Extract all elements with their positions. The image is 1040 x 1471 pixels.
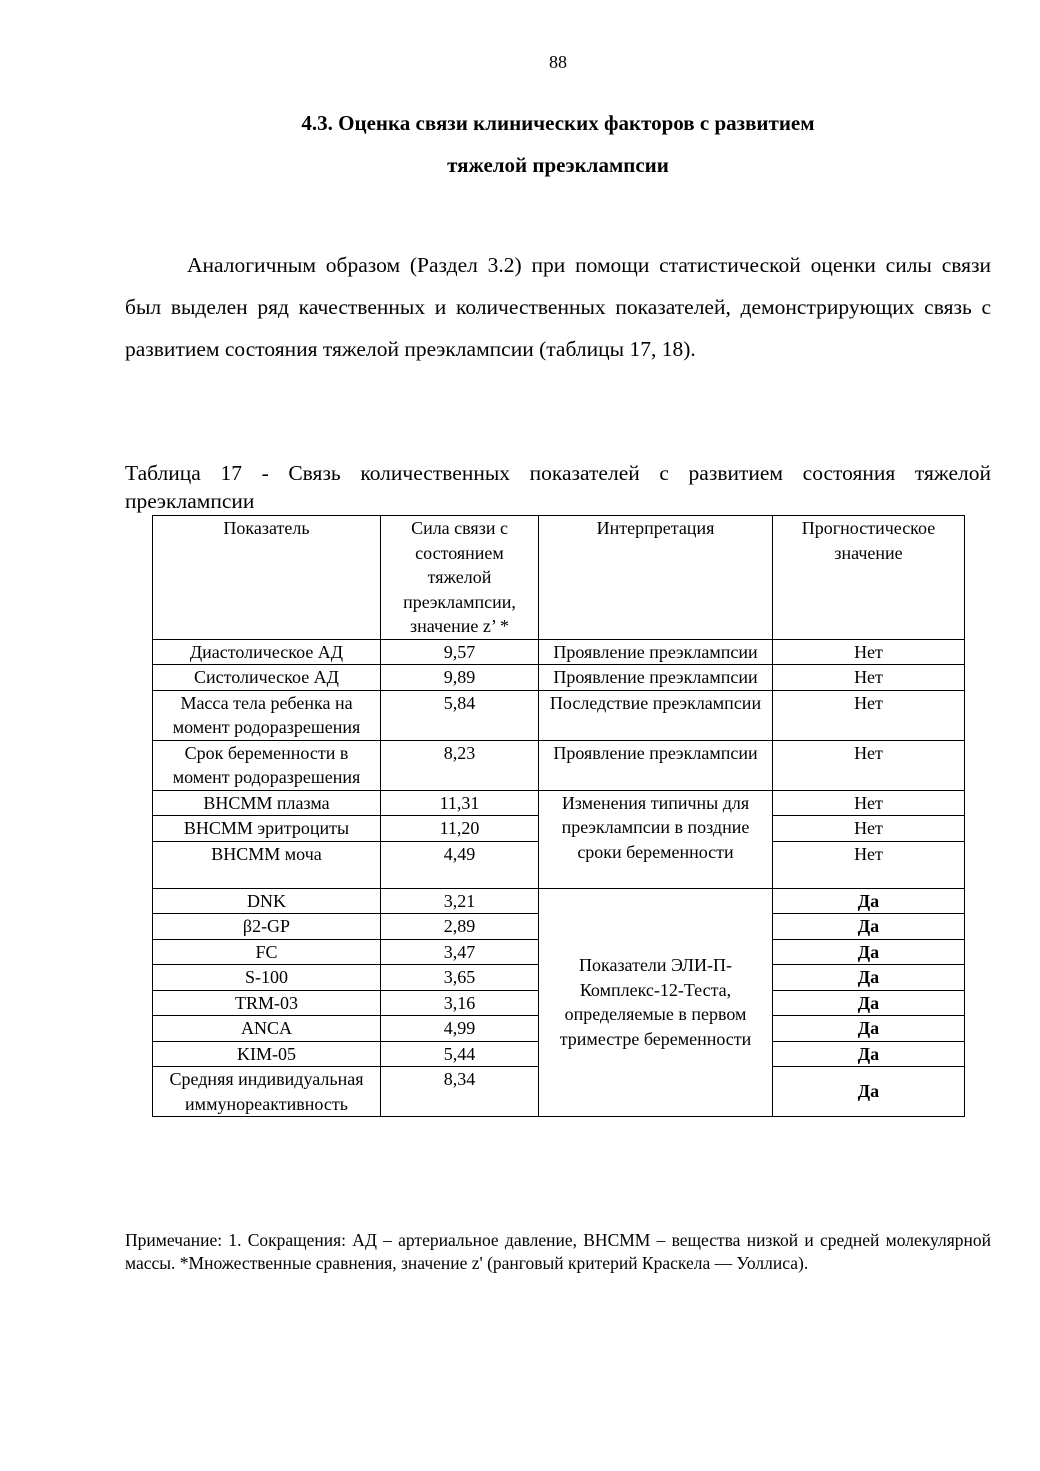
cell-interpretation: Проявление преэклампсии <box>539 665 773 691</box>
cell-prognostic: Нет <box>773 665 965 691</box>
header-strength: Сила связи с состоянием тяжелой преэклампсии, значение z’ * <box>381 516 539 640</box>
cell-indicator: DNK <box>153 888 381 914</box>
cell-prognostic: Да <box>773 914 965 940</box>
cell-prognostic: Да <box>773 965 965 991</box>
cell-value: 4,49 <box>381 841 539 888</box>
header-indicator: Показатель <box>153 516 381 640</box>
section-title-line-1: 4.3. Оценка связи клинических факторов с развитием <box>301 111 815 135</box>
section-title <box>125 102 991 186</box>
cell-value: 4,99 <box>381 1016 539 1042</box>
cell-prognostic: Да <box>773 888 965 914</box>
header-prognostic: Прогностическое значение <box>773 516 965 640</box>
cell-prognostic: Нет <box>773 639 965 665</box>
cell-prognostic: Да <box>773 939 965 965</box>
cell-prognostic: Да <box>773 1067 965 1117</box>
cell-value: 11,31 <box>381 790 539 816</box>
table-row <box>153 690 965 740</box>
cell-indicator: S-100 <box>153 965 381 991</box>
cell-indicator: Систолическое АД <box>153 665 381 691</box>
cell-indicator: Срок беременности в момент родоразрешения <box>153 740 381 790</box>
cell-indicator: Диастолическое АД <box>153 639 381 665</box>
cell-prognostic: Нет <box>773 816 965 842</box>
cell-group-interpretation-vnsmm: Изменения типичны для преэклампсии в поздние сроки беременности <box>539 790 773 888</box>
cell-interpretation: Проявление преэклампсии <box>539 639 773 665</box>
cell-indicator: ANCA <box>153 1016 381 1042</box>
table-row <box>153 740 965 790</box>
cell-value: 11,20 <box>381 816 539 842</box>
body-paragraph: Аналогичным образом (Раздел 3.2) при помощи статистической оценки силы связи был выделен ряд качественных и количественных показателей, демонстрирующих связь с развитием состояния тяжелой преэклампсии (таблицы 17, 18). <box>125 253 991 361</box>
table-note: Примечание: 1. Сокращения: АД – артериальное давление, ВНСММ – вещества низкой и средней молекулярной массы. *Множественные сравнения, значение z' (ранговый критерий Краскела — Уоллиса). <box>125 1230 991 1273</box>
table-header-row <box>153 516 965 640</box>
cell-value: 5,84 <box>381 690 539 740</box>
cell-group-interpretation-eli-p: Показатели ЭЛИ-П-Комплекс-12-Теста, определяемые в первом триместре беременности <box>539 888 773 1117</box>
cell-value: 5,44 <box>381 1041 539 1067</box>
cell-indicator: β2-GP <box>153 914 381 940</box>
cell-value: 3,16 <box>381 990 539 1016</box>
cell-prognostic: Нет <box>773 740 965 790</box>
cell-indicator: TRM-03 <box>153 990 381 1016</box>
cell-interpretation: Проявление преэклампсии <box>539 740 773 790</box>
cell-value: 3,65 <box>381 965 539 991</box>
page-number: 88 <box>549 52 567 72</box>
cell-indicator: FC <box>153 939 381 965</box>
cell-value: 3,47 <box>381 939 539 965</box>
data-table <box>152 515 965 1117</box>
cell-prognostic: Да <box>773 1016 965 1042</box>
cell-value: 9,89 <box>381 665 539 691</box>
cell-indicator: Средняя индивидуальная иммунореактивность <box>153 1067 381 1117</box>
cell-value: 9,57 <box>381 639 539 665</box>
table-row <box>153 790 965 816</box>
cell-prognostic: Да <box>773 1041 965 1067</box>
table-caption: Таблица 17 - Связь количественных показателей с развитием состояния тяжелой преэклампсии <box>125 461 991 513</box>
table-row <box>153 639 965 665</box>
table-row <box>153 665 965 691</box>
header-interpretation: Интерпретация <box>539 516 773 640</box>
cell-interpretation: Последствие преэклампсии <box>539 690 773 740</box>
cell-prognostic: Нет <box>773 790 965 816</box>
cell-indicator: ВНСММ эритроциты <box>153 816 381 842</box>
cell-prognostic: Да <box>773 990 965 1016</box>
cell-indicator: ВНСММ моча <box>153 841 381 888</box>
cell-prognostic: Нет <box>773 841 965 888</box>
cell-indicator: KIM-05 <box>153 1041 381 1067</box>
section-title-line-2: тяжелой преэклампсии <box>447 153 669 177</box>
cell-indicator: ВНСММ плазма <box>153 790 381 816</box>
cell-value: 3,21 <box>381 888 539 914</box>
table-row <box>153 888 965 914</box>
cell-value: 8,34 <box>381 1067 539 1117</box>
cell-value: 8,23 <box>381 740 539 790</box>
cell-value: 2,89 <box>381 914 539 940</box>
cell-indicator: Масса тела ребенка на момент родоразрешения <box>153 690 381 740</box>
cell-prognostic: Нет <box>773 690 965 740</box>
